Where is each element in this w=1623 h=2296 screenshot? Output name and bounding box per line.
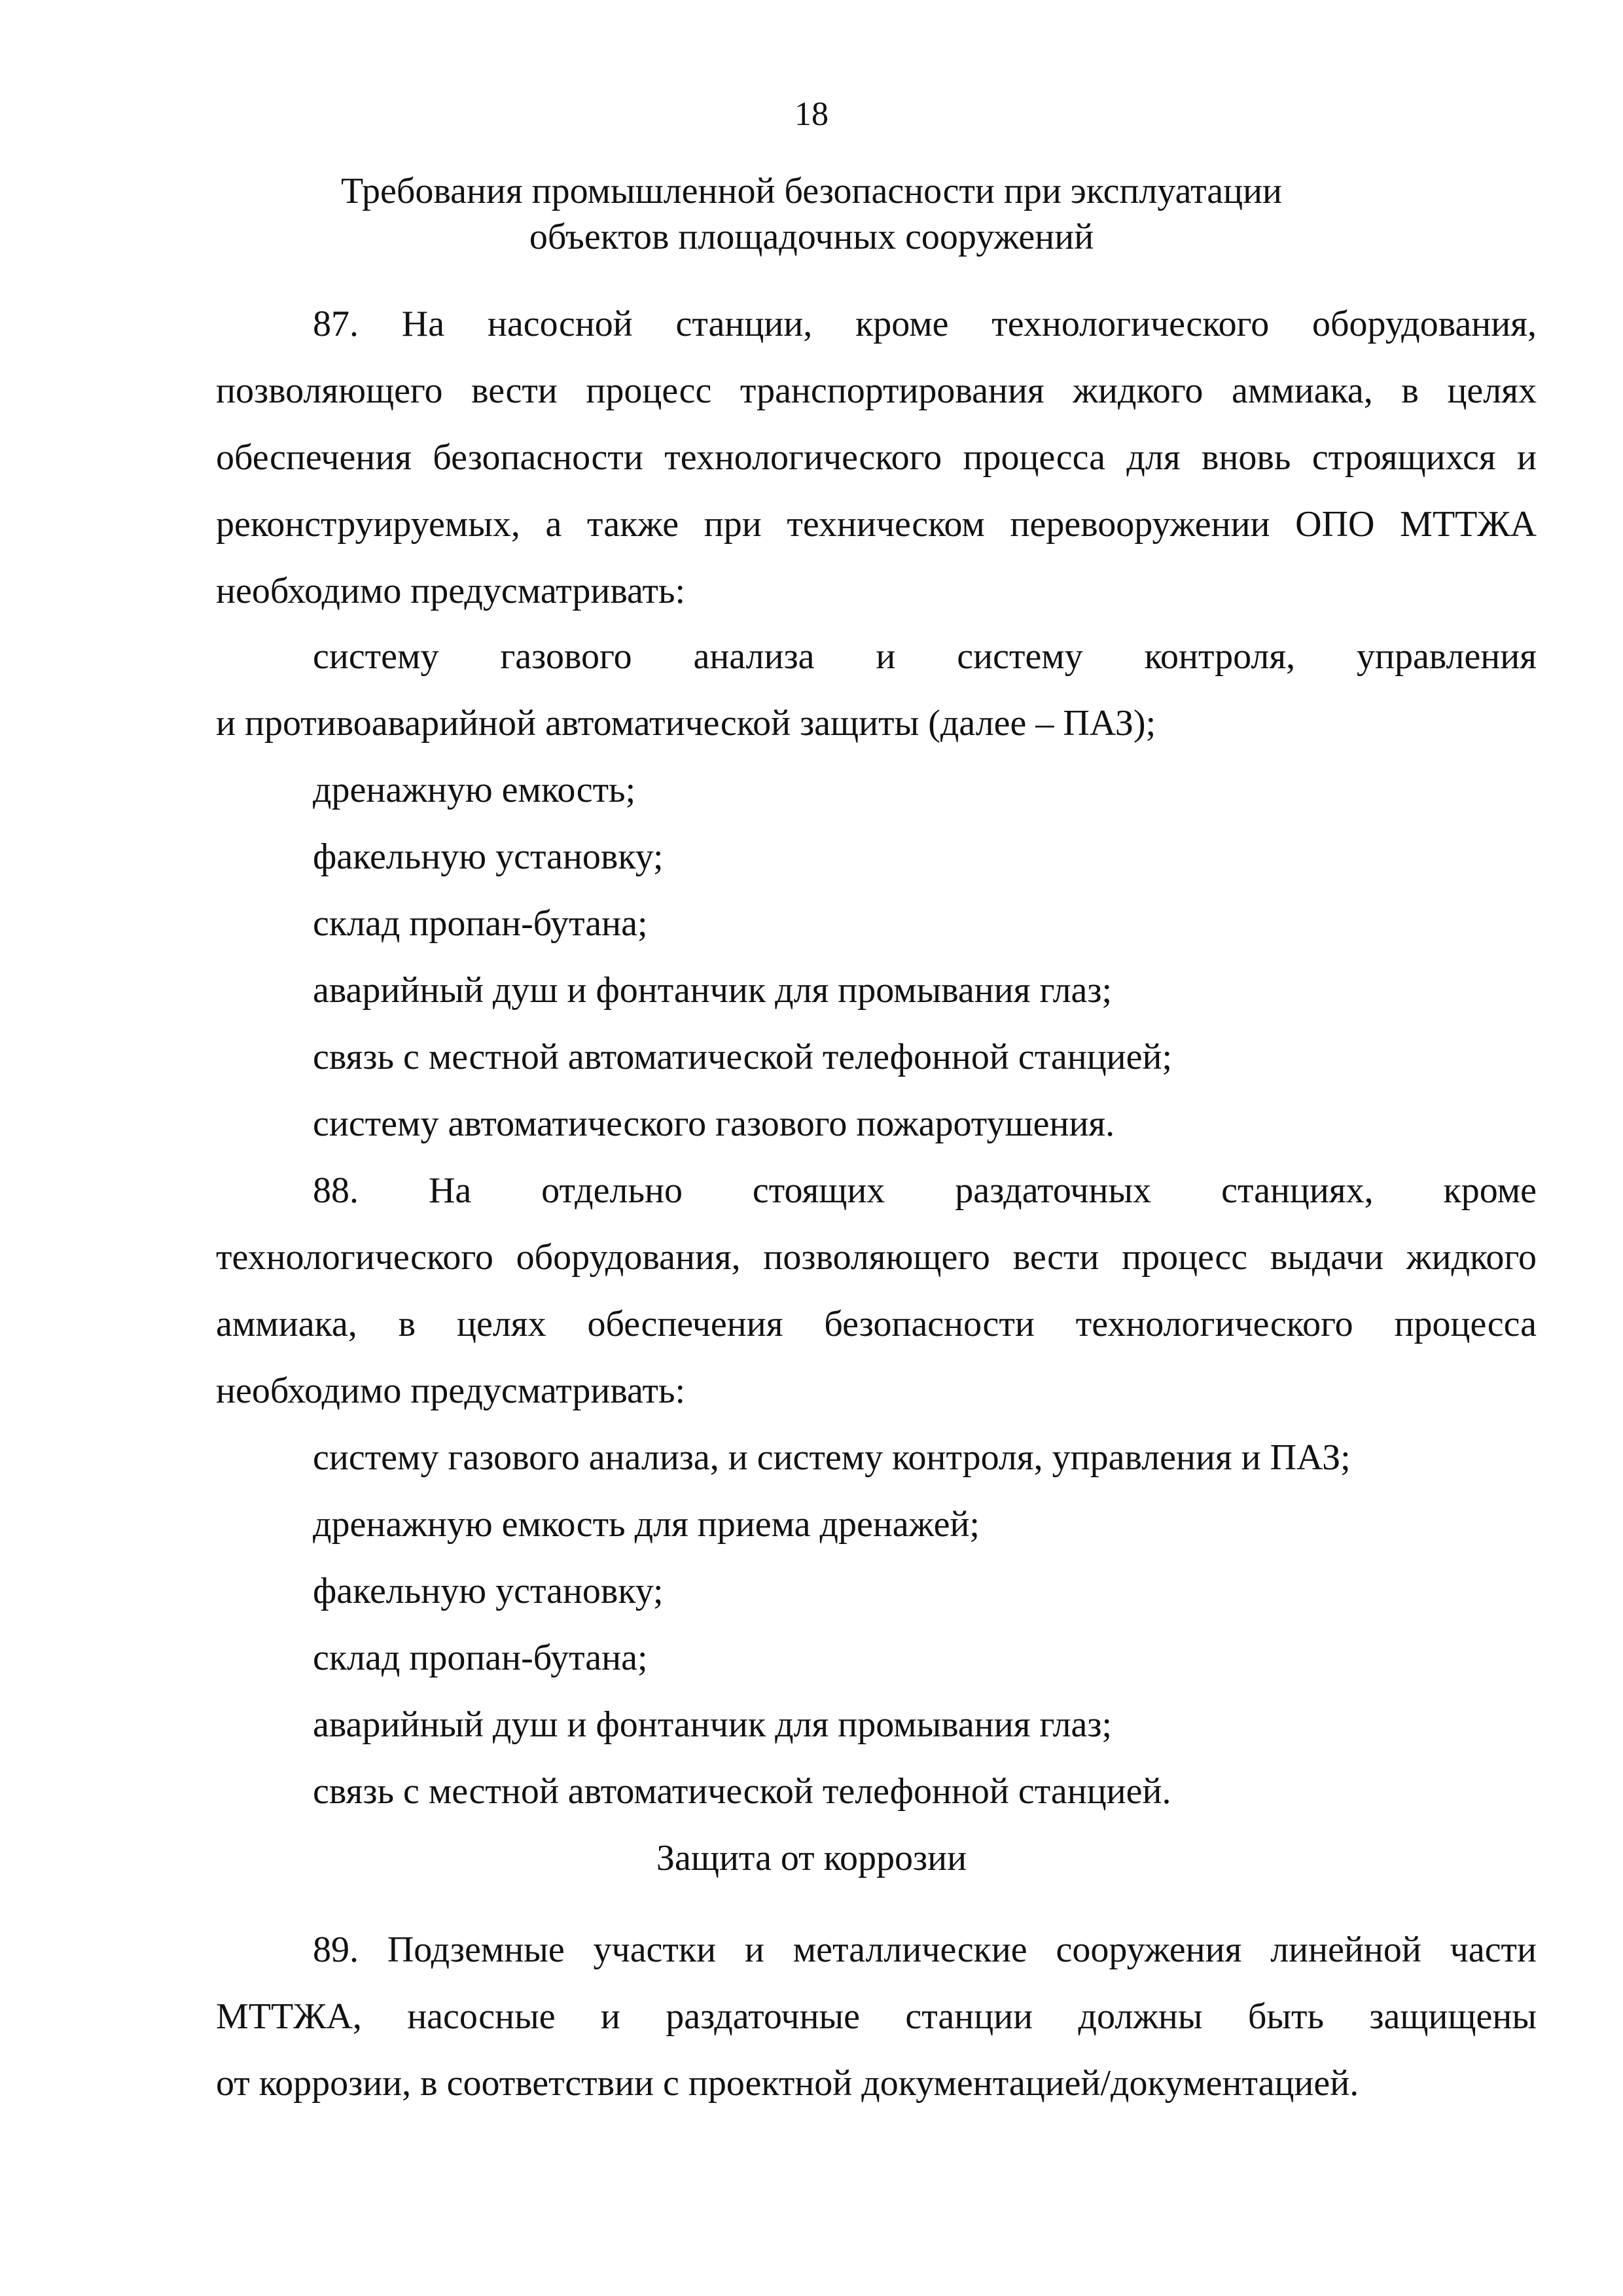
p89-line-1: 89. Подземные участки и металлические сооружения линейной части: [313, 1929, 1537, 1970]
p87-line-4: реконструируемых, а также при техническом перевооружении ОПО МТТЖА: [216, 504, 1537, 545]
p88-item-1: систему газового анализа, и систему контроля, управления и ПАЗ;: [313, 1437, 1351, 1478]
heading-line-2: объектов площадочных сооружений: [529, 217, 1094, 257]
p88-item-4: склад пропан-бутана;: [313, 1638, 648, 1678]
p87-item-1a: систему газового анализа и систему контроля, управления: [313, 636, 1537, 677]
p87-line-1: 87. На насосной станции, кроме технологического оборудования,: [313, 304, 1537, 344]
p87-line-5: необходимо предусматривать:: [216, 571, 686, 611]
page-number: 18: [794, 96, 829, 133]
p89-line-3: от коррозии, в соответствии с проектной документацией/документацией.: [216, 2063, 1359, 2104]
heading-line-1: Требования промышленной безопасности при эксплуатации: [340, 171, 1283, 211]
section-title: Защита от коррозии: [656, 1838, 967, 1878]
p88-item-3: факельную установку;: [313, 1571, 664, 1611]
p87-item-7: систему автоматического газового пожаротушения.: [313, 1103, 1115, 1144]
p87-item-1b: и противоаварийной автоматической защиты (далее – ПАЗ);: [216, 703, 1156, 744]
p88-line-2: технологического оборудования, позволяющего вести процесс выдачи жидкого: [216, 1237, 1537, 1278]
p87-item-2: дренажную емкость;: [313, 770, 636, 810]
p87-item-6: связь с местной автоматической телефонной станцией;: [313, 1037, 1173, 1077]
p87-item-3: факельную установку;: [313, 836, 664, 877]
p87-item-5: аварийный душ и фонтанчик для промывания глаз;: [313, 970, 1113, 1011]
p88-item-6: связь с местной автоматической телефонной станцией.: [313, 1771, 1171, 1812]
p88-item-5: аварийный душ и фонтанчик для промывания глаз;: [313, 1704, 1113, 1745]
p89-line-2: МТТЖА, насосные и раздаточные станции должны быть защищены: [216, 1996, 1537, 2037]
p87-line-2: позволяющего вести процесс транспортирования жидкого аммиака, в целях: [216, 370, 1537, 411]
p88-line-4: необходимо предусматривать:: [216, 1371, 686, 1411]
p88-line-1: 88. На отдельно стоящих раздаточных станциях, кроме: [313, 1170, 1537, 1211]
p88-line-3: аммиака, в целях обеспечения безопасности технологического процесса: [216, 1304, 1537, 1344]
p87-item-4: склад пропан-бутана;: [313, 903, 648, 944]
p87-line-3: обеспечения безопасности технологического процесса для вновь строящихся и: [216, 437, 1537, 478]
p88-item-2: дренажную емкость для приема дренажей;: [313, 1504, 980, 1545]
